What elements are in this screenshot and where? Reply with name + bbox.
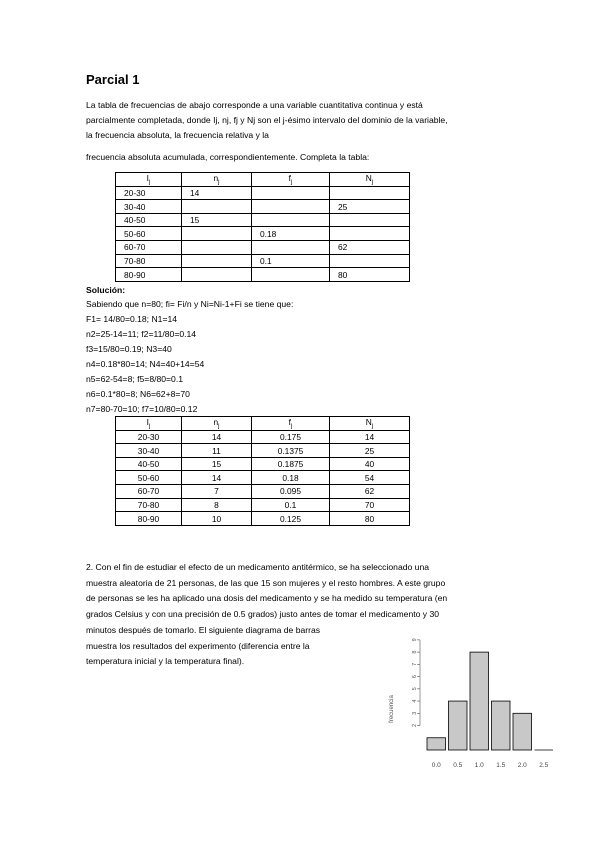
- table-cell: 80-90: [116, 268, 182, 282]
- table-row: [116, 254, 410, 268]
- table-cell: 8: [182, 498, 252, 512]
- table-row: [116, 268, 410, 282]
- table-cell: 25: [330, 200, 410, 214]
- chart-bars: [427, 652, 553, 750]
- question-2-line-4: grados Celsius y con una precisión de 0.5 grados) justo antes de tomar el medicamento y 30: [86, 608, 440, 619]
- table-cell: 0.175: [252, 430, 330, 444]
- table-cell: 60-70: [116, 485, 182, 499]
- header-cum-freq: $N_j$: [330, 417, 410, 431]
- header-interval: $I_j$: [116, 173, 182, 187]
- table-row: [116, 213, 410, 227]
- solution-line-4: f3=15/80=0.19; N3=40: [86, 344, 172, 354]
- chart-x-tick-label: 0.5: [453, 762, 463, 769]
- table-cell: 10: [182, 512, 252, 526]
- header-abs-freq: $n_j$: [182, 173, 252, 187]
- chart-y-tick-label: 8: [412, 650, 418, 654]
- table-cell: 80: [330, 268, 410, 282]
- table-cell: 0.125: [252, 512, 330, 526]
- chart-x-tick-label: 0.0: [431, 762, 441, 769]
- solution-line-3: n2=25-14=11; f2=11/80=0.14: [86, 329, 197, 339]
- frequency-table-incomplete: [115, 172, 410, 282]
- question-2-line-2: muestra aleatoria de 21 personas, de las que 15 son mujeres y el resto hombres. A este grupo: [86, 577, 446, 588]
- solution-line-1: Sabiendo que n=80; fi= Fi/n y Ni=Ni-1+Fi se tiene que:: [86, 299, 294, 309]
- table-cell: 0.1: [252, 498, 330, 512]
- chart-y-tick-label: 7: [412, 662, 418, 666]
- table-cell: 30-40: [116, 200, 182, 214]
- table-cell: 40: [330, 457, 410, 471]
- table-cell: 40-50: [116, 457, 182, 471]
- table-cell: [252, 200, 330, 214]
- table-cell: 80: [330, 512, 410, 526]
- table-row: [116, 186, 410, 200]
- table-cell: [252, 241, 330, 255]
- chart-bar: [470, 652, 489, 750]
- table-cell: 14: [182, 430, 252, 444]
- table-cell: 14: [182, 186, 252, 200]
- chart-bar: [449, 701, 468, 750]
- chart-y-axis: [412, 638, 420, 727]
- header-abs-freq: $n_j$: [182, 417, 252, 431]
- chart-y-tick-label: 9: [412, 638, 418, 642]
- table-cell: 70-80: [116, 498, 182, 512]
- header-rel-freq: $f_j$: [252, 173, 330, 187]
- table-cell: [182, 200, 252, 214]
- intro-line-4: frecuencia absoluta acumulada, correspondientemente. Completa la tabla:: [86, 152, 370, 162]
- table-cell: [330, 227, 410, 241]
- table-cell: 0.1: [252, 254, 330, 268]
- table-row: [116, 444, 410, 458]
- table-cell: [252, 213, 330, 227]
- chart-x-tick-label: 2.5: [539, 762, 549, 769]
- table-cell: 11: [182, 444, 252, 458]
- table-cell: 40-50: [116, 213, 182, 227]
- header-rel-freq: $f_j$: [252, 417, 330, 431]
- table-cell: 70: [330, 498, 410, 512]
- table-row: [116, 430, 410, 444]
- table-cell: [182, 254, 252, 268]
- table-cell: 14: [182, 471, 252, 485]
- table-cell: 62: [330, 241, 410, 255]
- table-row: [116, 485, 410, 499]
- table-cell: [252, 186, 330, 200]
- table-row: [116, 471, 410, 485]
- table-cell: 0.1375: [252, 444, 330, 458]
- header-interval: $I_j$: [116, 417, 182, 431]
- question-2-line-6: muestra los resultados del experimento (diferencia entre la: [86, 640, 310, 651]
- table-row: [116, 241, 410, 255]
- table-cell: [330, 213, 410, 227]
- table-cell: 0.1875: [252, 457, 330, 471]
- table-cell: 0.18: [252, 227, 330, 241]
- table-cell: 80-90: [116, 512, 182, 526]
- solution-line-8: n7=80-70=10; f7=10/80=0.12: [86, 404, 198, 414]
- table-cell: [182, 241, 252, 255]
- question-2-text: [86, 560, 514, 622]
- temperature-difference-bar-chart: [380, 636, 560, 776]
- table-cell: 50-60: [116, 471, 182, 485]
- chart-bar: [427, 738, 446, 750]
- solution-line-7: n6=0.1*80=8; N6=62+8=70: [86, 389, 190, 399]
- table-cell: [330, 254, 410, 268]
- chart-x-tick-labels: [432, 762, 549, 769]
- chart-bar: [513, 713, 532, 750]
- table-row: [116, 227, 410, 241]
- table-header-row: [116, 417, 410, 431]
- table-cell: 0.095: [252, 485, 330, 499]
- question-2-text-wrapped: [86, 623, 379, 670]
- table-cell: [330, 186, 410, 200]
- table-cell: 54: [330, 471, 410, 485]
- solution-heading: Solución:: [86, 285, 126, 295]
- table-cell: 70-80: [116, 254, 182, 268]
- table-cell: 0.18: [252, 471, 330, 485]
- question-2-line-1: 2. Con el fin de estudiar el efecto de un medicamento antitérmico, se ha seleccionado una: [86, 562, 430, 572]
- table-header-row: [116, 173, 410, 187]
- table-cell: 20-30: [116, 186, 182, 200]
- table-row: [116, 457, 410, 471]
- table-cell: 15: [182, 213, 252, 227]
- table-cell: [252, 268, 330, 282]
- table-cell: [182, 227, 252, 241]
- table-cell: 50-60: [116, 227, 182, 241]
- solution-line-6: n5=62-54=8; f5=8/80=0.1: [86, 374, 184, 384]
- frequency-table-solution: [115, 416, 410, 526]
- solution-line-2: F1= 14/80=0.18; N1=14: [86, 314, 178, 324]
- intro-line-3: la frecuencia absoluta, la frecuencia relativa y la: [86, 130, 269, 140]
- table-cell: 7: [182, 485, 252, 499]
- chart-bar: [492, 701, 511, 750]
- question-2-line-5: minutos después de tomarlo. El siguiente diagrama de barras: [86, 625, 321, 635]
- table-cell: 14: [330, 430, 410, 444]
- chart-x-tick-label: 2.0: [517, 762, 527, 769]
- chart-y-tick-label: 2: [412, 723, 418, 728]
- table-row: [116, 498, 410, 512]
- chart-y-axis-label: frecuencia: [389, 695, 395, 723]
- chart-y-tick-label: 5: [412, 687, 418, 691]
- chart-y-tick-label: 6: [412, 675, 418, 679]
- question-2-line-7: temperatura inicial y la temperatura final).: [86, 656, 245, 667]
- chart-x-tick-label: 1.5: [496, 762, 506, 769]
- table-cell: 15: [182, 457, 252, 471]
- intro-line-1: La tabla de frecuencias de abajo corresponde a una variable cuantitativa continua y está: [86, 100, 423, 110]
- table-cell: 62: [330, 485, 410, 499]
- table-cell: 60-70: [116, 241, 182, 255]
- question-2-line-3: de personas se les ha aplicado una dosis del medicamento y se ha medido su temperatura (en: [86, 593, 448, 604]
- page-title: Parcial 1: [86, 72, 140, 87]
- table-cell: [182, 268, 252, 282]
- chart-y-tick-label: 4: [412, 699, 418, 703]
- table-row: [116, 512, 410, 526]
- chart-x-tick-label: 1.0: [474, 762, 484, 769]
- header-cum-freq: $N_j$: [330, 173, 410, 187]
- chart-y-tick-label: 3: [412, 711, 418, 715]
- solution-line-5: n4=0.18*80=14; N4=40+14=54: [86, 359, 205, 369]
- table-cell: 30-40: [116, 444, 182, 458]
- table-cell: 20-30: [116, 430, 182, 444]
- table-row: [116, 200, 410, 214]
- table-cell: 25: [330, 444, 410, 458]
- intro-line-2: parcialmente completada, donde Ij, nj, fj y Nj son el j-ésimo intervalo del dominio de la variable,: [86, 115, 448, 125]
